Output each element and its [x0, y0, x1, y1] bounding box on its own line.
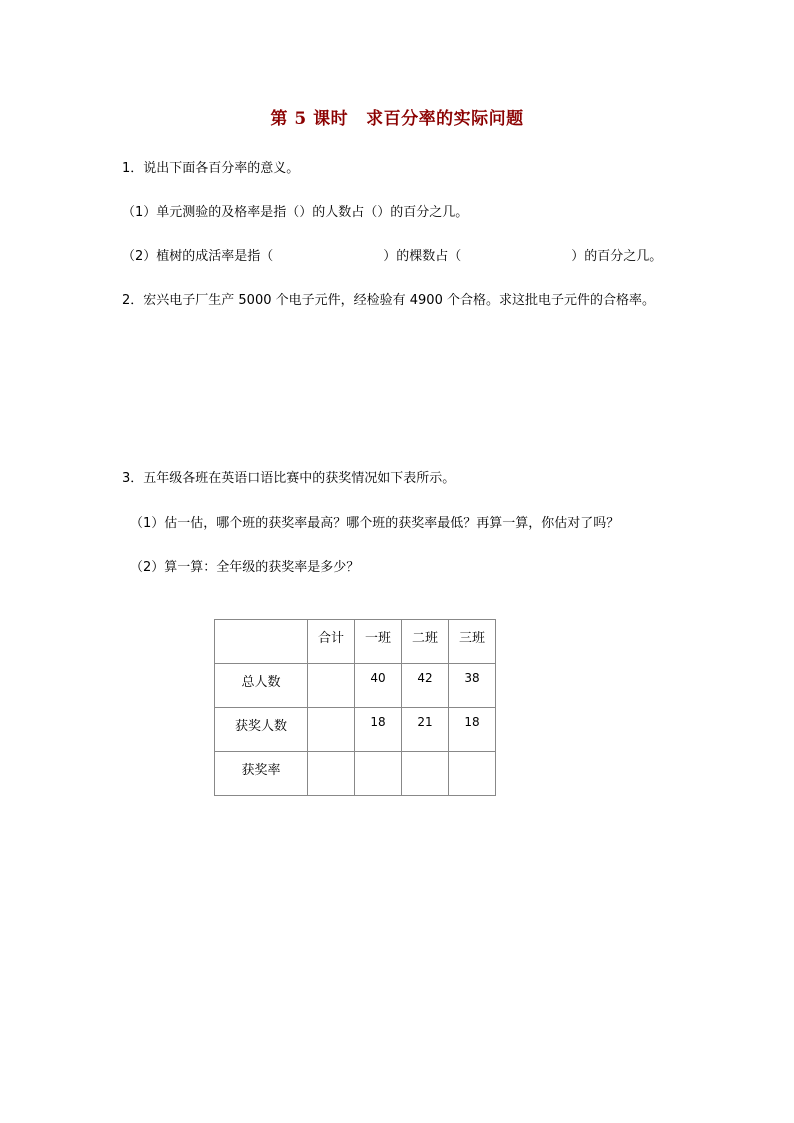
table-header-cell	[215, 620, 308, 664]
row-label: 获奖率	[215, 752, 308, 796]
question-1-part-2	[122, 248, 662, 266]
table-header-cell: 二班	[402, 620, 449, 664]
table-cell: 18	[355, 708, 402, 752]
row-label: 获奖人数	[215, 708, 308, 752]
table-row	[215, 664, 496, 708]
question-3-stem: 3．五年级各班在英语口语比赛中的获奖情况如下表所示。	[122, 471, 456, 486]
question-1-part-2-a: （2）植树的成活率是指（	[122, 249, 274, 264]
table-cell: 21	[402, 708, 449, 752]
lesson-topic: 求百分率的实际问题	[366, 109, 524, 129]
question-1-stem: 1．说出下面各百分率的意义。	[122, 161, 300, 176]
table-cell: 18	[449, 708, 496, 752]
table-cell[interactable]	[402, 752, 449, 796]
question-1-part-1: （1）单元测验的及格率是指（）的人数占（）的百分之几。	[122, 205, 469, 220]
award-table	[214, 619, 496, 796]
table-row	[215, 708, 496, 752]
table-header-cell: 一班	[355, 620, 402, 664]
table-cell[interactable]	[308, 752, 355, 796]
question-1-part-2-c: ）的百分之几。	[571, 249, 663, 264]
lesson-number: 第 5 课时	[270, 109, 349, 129]
table-cell[interactable]	[355, 752, 402, 796]
table-row	[215, 752, 496, 796]
table-header-row	[215, 620, 496, 664]
table-header-cell: 合计	[308, 620, 355, 664]
table-cell[interactable]	[308, 708, 355, 752]
question-2-stem: 2．宏兴电子厂生产 5000 个电子元件，经检验有 4900 个合格。求这批电子元件的合格率。	[122, 293, 655, 308]
table-cell: 42	[402, 664, 449, 708]
row-label: 总人数	[215, 664, 308, 708]
page-title	[0, 104, 794, 129]
table-header-cell: 三班	[449, 620, 496, 664]
question-3-part-1: （1）估一估，哪个班的获奖率最高？哪个班的获奖率最低？再算一算，你估对了吗？	[130, 516, 620, 531]
table-cell[interactable]	[449, 752, 496, 796]
question-3-part-2: （2）算一算：全年级的获奖率是多少？	[130, 560, 360, 575]
table-cell[interactable]	[308, 664, 355, 708]
table-cell: 40	[355, 664, 402, 708]
table-cell: 38	[449, 664, 496, 708]
question-1-part-2-b: ）的棵数占（	[383, 249, 462, 264]
